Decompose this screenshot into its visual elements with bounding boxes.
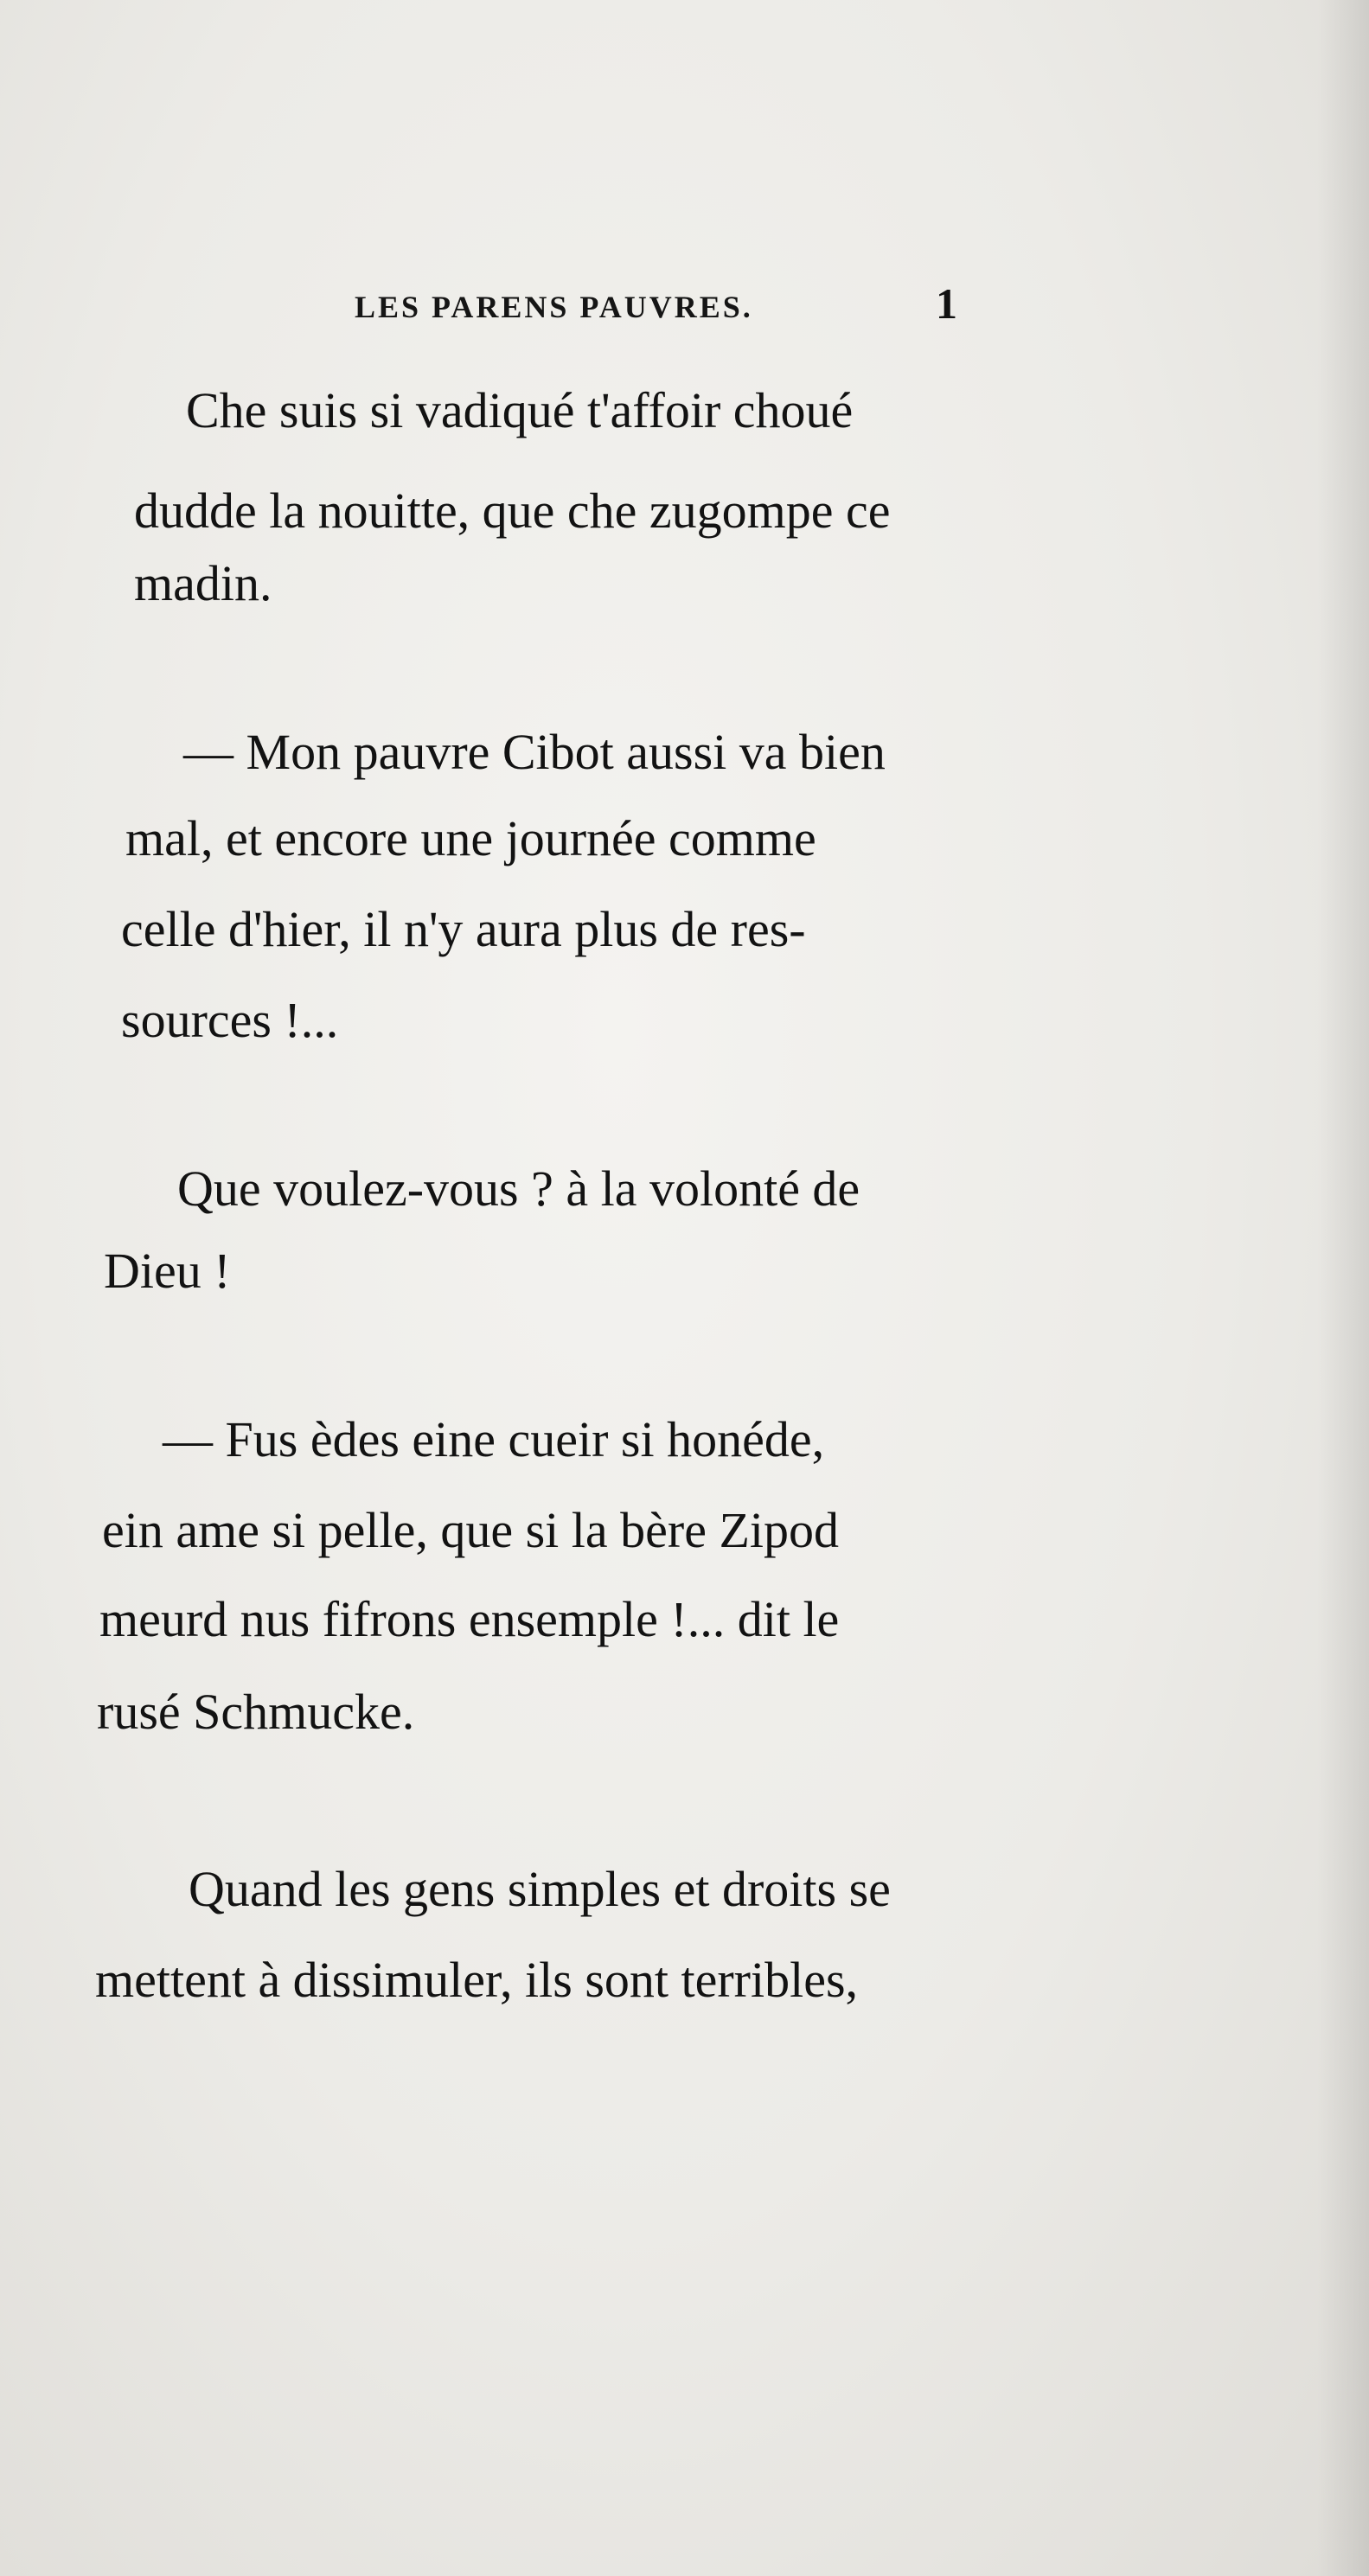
text-line: dudde la nouitte, que che zugompe ce	[134, 483, 891, 539]
text-line: Che suis si vadiqué t'affoir choué	[186, 382, 854, 438]
running-title: LES PARENS PAUVRES.	[355, 290, 753, 324]
page-number: 1	[936, 279, 957, 328]
text-line: — Fus èdes eine cueir si honéde,	[163, 1411, 825, 1467]
text-line: meurd nus fifrons ensemple !... dit le	[99, 1591, 840, 1647]
text-line: madin.	[134, 555, 272, 611]
text-line: rusé Schmucke.	[97, 1684, 415, 1740]
show-through-text	[104, 385, 118, 446]
text-line: celle d'hier, il n'y aura plus de res-	[121, 901, 806, 957]
text-line: Dieu !	[104, 1243, 231, 1299]
text-line: Que voulez-vous ? à la volonté de	[177, 1160, 860, 1217]
text-line: mettent à dissimuler, ils sont terribles,	[95, 1952, 859, 2008]
text-line: — Mon pauvre Cibot aussi va bien	[183, 724, 886, 780]
text-line: mal, et encore une journée comme	[125, 810, 816, 866]
text-line: ein ame si pelle, que si la bère Zipod	[102, 1502, 839, 1558]
text-line: sources !...	[121, 992, 339, 1048]
page-edge-shadow	[1317, 0, 1369, 2576]
page-header	[0, 277, 1369, 346]
text-line: Quand les gens simples et droits se	[189, 1861, 891, 1917]
